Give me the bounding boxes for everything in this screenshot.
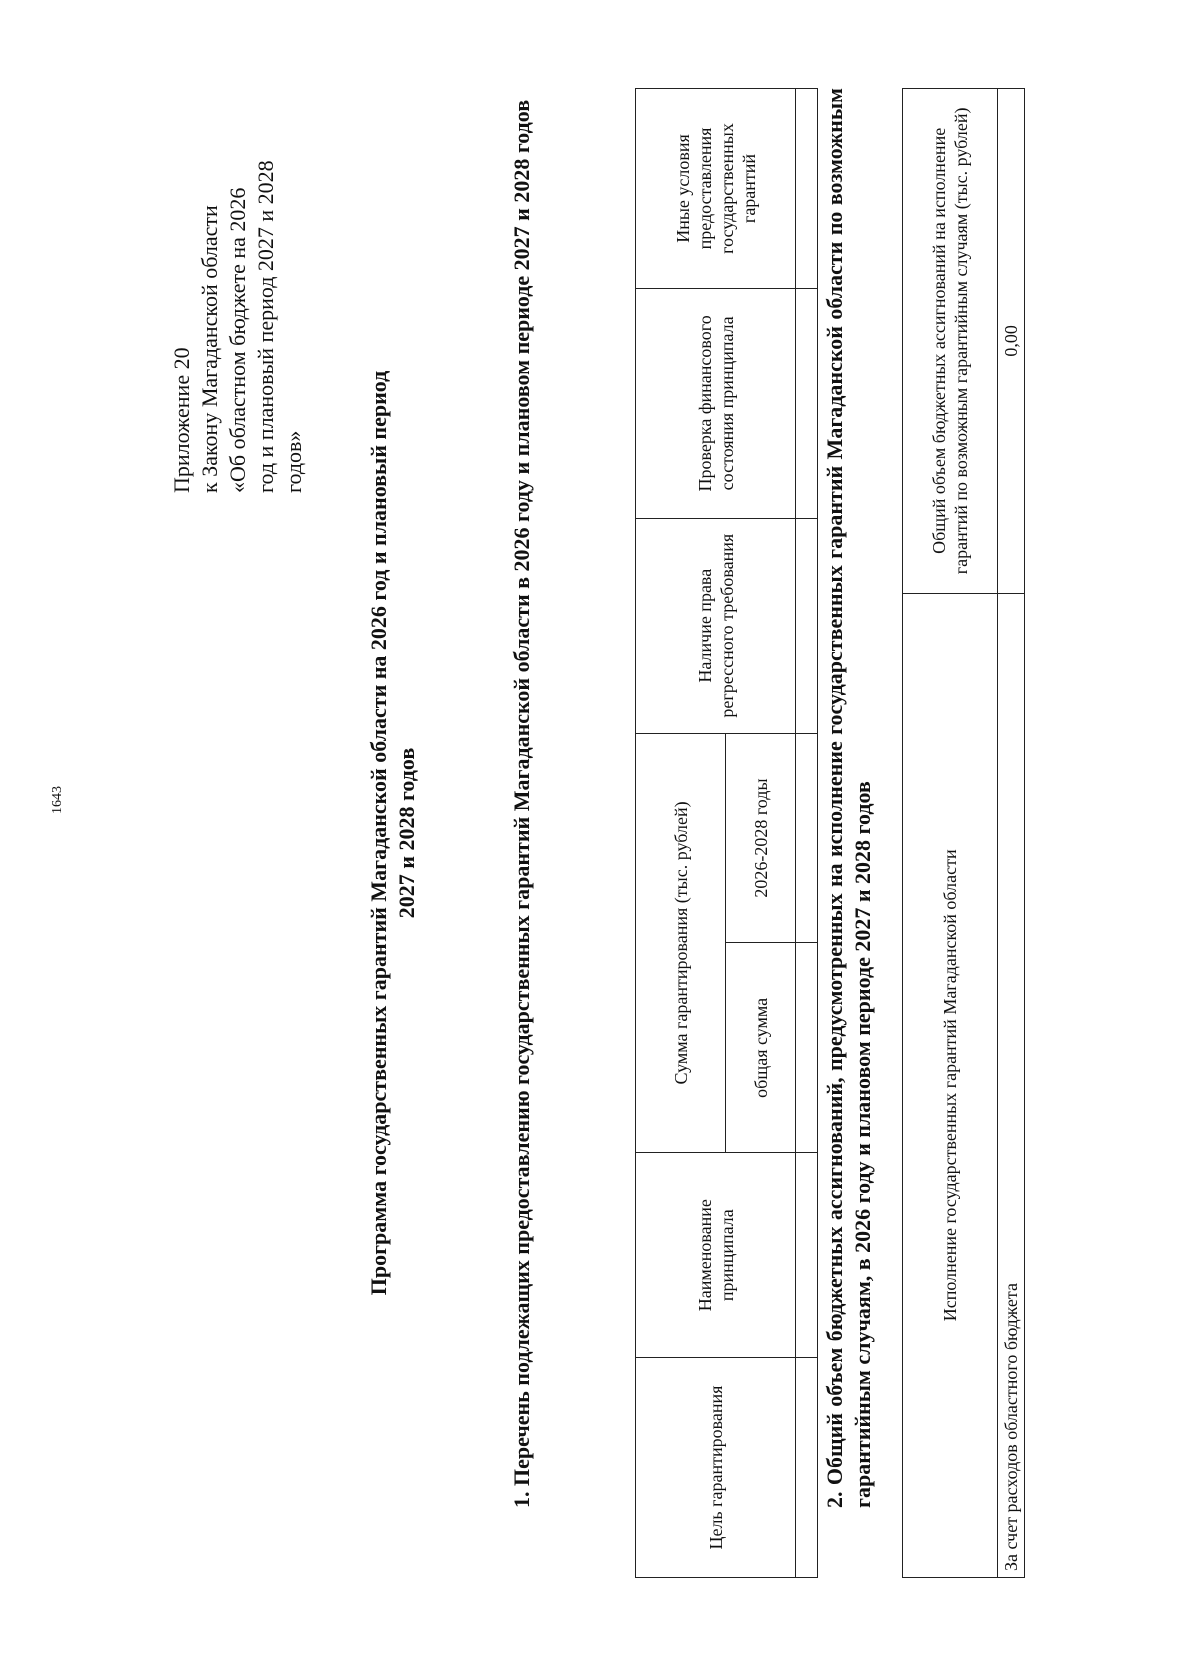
section-2-heading [821, 88, 877, 1578]
header-execution: Исполнение государственных гарантий Магаданской области [903, 593, 998, 1577]
header-sum-years: 2026-2028 годы [726, 733, 796, 943]
empty-cell [796, 288, 818, 518]
header-sum-total: общая сумма [726, 943, 796, 1153]
guarantees-list-table [635, 88, 818, 1578]
row-value: 0,00 [998, 89, 1025, 594]
appendix-line: к Закону Магаданской области [197, 205, 222, 493]
appendix-line: «Об областном бюджете на 2026 [225, 187, 250, 493]
header-regress: Наличие права регрессного требования [636, 518, 796, 733]
title-line-2: 2027 и 2028 годов [394, 747, 419, 919]
appropriations-table [902, 88, 1025, 1578]
header-check: Проверка финансового состояния принципала [636, 288, 796, 518]
header-total: Общий объем бюджетных ассигнований на исполнение гарантий по возможным гарантийным случаям (тыс. рублей) [903, 89, 998, 594]
empty-cell [796, 733, 818, 943]
document-title [365, 88, 421, 1578]
empty-cell [796, 518, 818, 733]
empty-cell [796, 943, 818, 1153]
empty-cell [796, 89, 818, 289]
appendix-line: годов» [281, 430, 306, 493]
row-label: За счет расходов областного бюджета [998, 593, 1025, 1577]
header-goal: Цель гарантирования [636, 1358, 796, 1578]
header-other: Иные условия предоставления государственных гарантий [636, 89, 796, 289]
empty-cell [796, 1153, 818, 1358]
header-principal: Наименование принципала [636, 1153, 796, 1358]
section-2-heading-text: 2. Общий объем бюджетных ассигнований, предусмотренных на исполнение государственных гарантий Магаданской области по возможным гарантийным случаям, в 2026 году и плановом периоде 2027 и 2028 годов [822, 88, 875, 1508]
appendix-line: год и плановый период 2027 и 2028 [253, 160, 278, 493]
appendix-note [168, 153, 308, 493]
section-1-heading [508, 88, 536, 1578]
rotated-document-page [130, 88, 1090, 1578]
page-number: 1643 [50, 786, 65, 814]
title-line-1: Программа государственных гарантий Магаданской области на 2026 год и плановый период [366, 370, 391, 1296]
section-1-heading-text: 1. Перечень подлежащих предоставлению государственных гарантий Магаданской области в 2026 году и плановом периоде 2027 и 2028 годов [509, 99, 534, 1508]
header-sum: Сумма гарантирования (тыс. рублей) [636, 733, 726, 1153]
appendix-line: Приложение 20 [169, 347, 194, 493]
empty-cell [796, 1358, 818, 1578]
